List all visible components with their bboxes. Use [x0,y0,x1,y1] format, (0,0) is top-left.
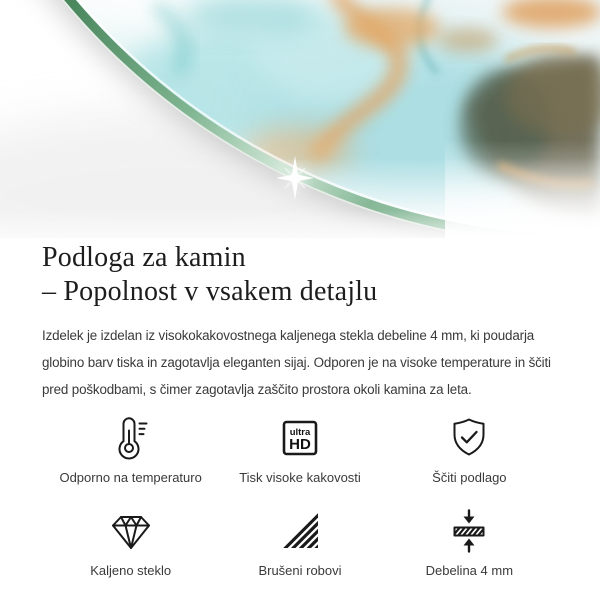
thermometer-icon [108,415,154,461]
product-info-section [0,241,600,578]
feature-temperature [46,414,215,485]
feature-label: Kaljeno steklo [90,563,172,578]
page-title-line1: Podloga za kamin [42,242,246,273]
page-title-line2: – Popolnost v vsakem detajlu [42,276,378,307]
feature-label: Odporno na temperaturo [59,470,202,485]
feature-label: Debelina 4 mm [425,563,514,578]
product-description: Izdelek je izdelan iz visokokakovostnega kaljenega stekla debeline 4 mm, ki poudarja globino barv tiska in zagotavlja eleganten sijaj. Odporen je na visoke temperature in ščiti pred poškodbami, s čimer zagotavlja zaščito prostora okoli kamina za leta. [42,328,551,397]
ultra-hd-icon [277,415,323,461]
diamond-icon [108,508,154,554]
feature-label: Brušeni robovi [258,563,342,578]
feature-label: Ščiti podlago [432,470,507,485]
features-grid [42,414,558,578]
thickness-icon [446,508,492,554]
bottom-fade [0,210,600,238]
feature-tempered-glass [46,507,215,578]
feature-polished-edges [215,507,384,578]
hero-section [0,0,600,238]
feature-thickness [385,507,554,578]
product-image [0,0,600,238]
page-title [42,241,558,309]
feature-label: Tisk visoke kakovosti [239,470,361,485]
ultra-hd-icon-text-top: ultra [289,427,311,438]
shield-check-icon [446,415,492,461]
polished-edges-icon [277,508,323,554]
ultra-hd-icon-text-bottom: HD [289,436,311,453]
feature-print-quality [215,414,384,485]
feature-protects-surface [385,414,554,485]
